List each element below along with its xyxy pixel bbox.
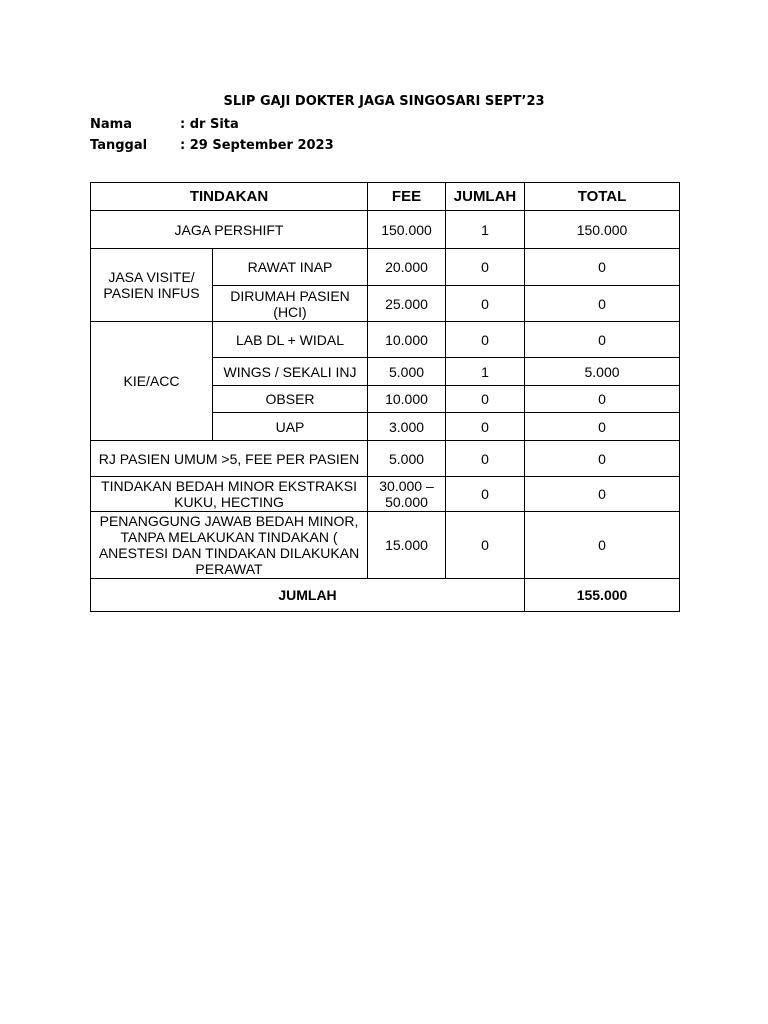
header-row xyxy=(91,183,680,211)
visite-group-label: JASA VISITE/ PASIEN INFUS xyxy=(91,249,213,322)
header-fee: FEE xyxy=(368,183,446,211)
kie-qty: 0 xyxy=(446,386,525,413)
bedah-total: 0 xyxy=(525,477,680,512)
sum-total: 155.000 xyxy=(525,579,680,612)
kie-label: LAB DL + WIDAL xyxy=(213,322,368,358)
pj-fee: 15.000 xyxy=(368,512,446,579)
date-label: Tanggal xyxy=(90,138,148,153)
rj-fee: 5.000 xyxy=(368,441,446,477)
pj-total: 0 xyxy=(525,512,680,579)
table-row xyxy=(91,441,680,477)
visite-label: RAWAT INAP xyxy=(213,249,368,286)
salary-table xyxy=(90,182,680,612)
date-value: : 29 September 2023 xyxy=(180,138,334,153)
pj-qty: 0 xyxy=(446,512,525,579)
kie-qty: 0 xyxy=(446,413,525,441)
jaga-qty: 1 xyxy=(446,211,525,249)
sum-label: JUMLAH xyxy=(91,579,525,612)
rj-qty: 0 xyxy=(446,441,525,477)
visite-qty: 0 xyxy=(446,286,525,322)
bedah-fee: 30.000 – 50.000 xyxy=(368,477,446,512)
visite-label: DIRUMAH PASIEN (HCI) xyxy=(213,286,368,322)
name-label: Nama xyxy=(90,117,132,132)
kie-fee: 3.000 xyxy=(368,413,446,441)
header-tindakan: TINDAKAN xyxy=(91,183,368,211)
name-value: : dr Sita xyxy=(180,117,239,132)
kie-fee: 5.000 xyxy=(368,358,446,386)
kie-qty: 1 xyxy=(446,358,525,386)
bedah-label: TINDAKAN BEDAH MINOR EKSTRAKSI KUKU, HECTING xyxy=(91,477,368,512)
visite-fee: 25.000 xyxy=(368,286,446,322)
kie-fee: 10.000 xyxy=(368,322,446,358)
table-row xyxy=(91,322,680,358)
name-row xyxy=(90,117,239,132)
visite-qty: 0 xyxy=(446,249,525,286)
kie-label: UAP xyxy=(213,413,368,441)
visite-total: 0 xyxy=(525,249,680,286)
rj-total: 0 xyxy=(525,441,680,477)
kie-label: WINGS / SEKALI INJ xyxy=(213,358,368,386)
kie-label: OBSER xyxy=(213,386,368,413)
kie-group-label: KIE/ACC xyxy=(91,322,213,441)
visite-fee: 20.000 xyxy=(368,249,446,286)
header-total: TOTAL xyxy=(525,183,680,211)
header-jumlah: JUMLAH xyxy=(446,183,525,211)
bedah-qty: 0 xyxy=(446,477,525,512)
date-row xyxy=(90,138,334,153)
jaga-total: 150.000 xyxy=(525,211,680,249)
kie-total: 0 xyxy=(525,322,680,358)
kie-total: 5.000 xyxy=(525,358,680,386)
table-row xyxy=(91,512,680,579)
kie-total: 0 xyxy=(525,386,680,413)
pj-label: PENANGGUNG JAWAB BEDAH MINOR, TANPA MELAKUKAN TINDAKAN ( ANESTESI DAN TINDAKAN DILAKUKAN PERAWAT xyxy=(91,512,368,579)
jaga-label: JAGA PERSHIFT xyxy=(91,211,368,249)
kie-fee: 10.000 xyxy=(368,386,446,413)
table-row xyxy=(91,477,680,512)
kie-total: 0 xyxy=(525,413,680,441)
document-title: SLIP GAJI DOKTER JAGA SINGOSARI SEPT’23 xyxy=(223,94,545,109)
table-row xyxy=(91,211,680,249)
kie-qty: 0 xyxy=(446,322,525,358)
table-row xyxy=(91,249,680,286)
sum-row xyxy=(91,579,680,612)
jaga-fee: 150.000 xyxy=(368,211,446,249)
visite-total: 0 xyxy=(525,286,680,322)
rj-label: RJ PASIEN UMUM >5, FEE PER PASIEN xyxy=(91,441,368,477)
